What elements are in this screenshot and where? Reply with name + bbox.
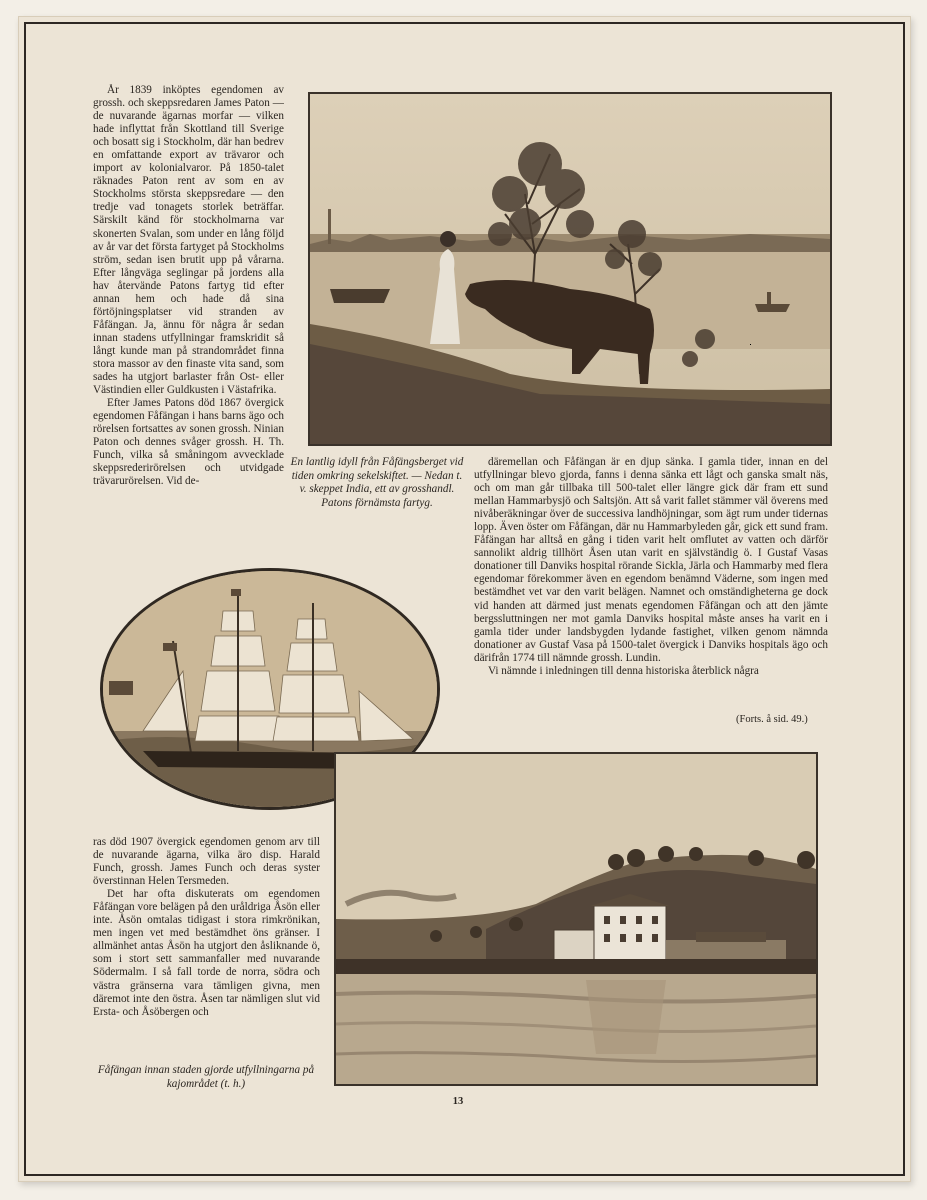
continued-note: (Forts. å sid. 49.)	[736, 714, 808, 725]
photo-fafangan-shore	[334, 752, 818, 1086]
magazine-page	[18, 16, 911, 1182]
paragraph: Efter James Patons död 1867 övergick egendomen Fåfängan i hans barns ägo och rörelsen fortsattes av sonen grossh. Ninian Paton och dennes svåger grossh. H. Th. Funch, vilka så småningom avvecklade skeppsrederirörelsen och utvidgade trävarurörelsen. Vid de-	[93, 397, 284, 488]
paragraph: År 1839 inköptes egendomen av grossh. och skeppsredaren James Paton — de nuvarande ägarnas morfar — vilken hade inflyttat från Skottland till Sverige och bosatt sig i Stockholm, där han bedrev en omfattande export av trävaror och import av kolonialvaror. På 1850-talet räknades Paton rent av som en av Stockholms största skeppsredare — den tredje vad tonagets storlek beträffar. Särskilt känd för stockholmarna var skonerten Svalan, som under en lång följd av år var det första fartyget på Stockholms ström, sedan isen brutit upp på vårarna. Efter långväga seglingar på jordens alla hav återvände Patons fartyg tid efter annan hem och hade då sina förtöjningsplatser vid stranden av Fåfängan. Ja, ännu för några år sedan innan stadens utfyllningar framskridit så långt kunde man på strandområdet finna stora massor av den finaste vita sand, som sades ha utgjort barlaster från Ost- eller Västindien eller Guldkusten i Västafrika.	[93, 84, 284, 397]
article-column-left-top	[93, 84, 284, 554]
paragraph: Vi nämnde i inledningen till denna historiska återblick några	[488, 664, 759, 677]
photo-caption-bottom: Fåfängan innan staden gjorde utfyllningarna på kajområdet (t. h.)	[97, 1064, 315, 1090]
paragraph: däremellan och Fåfängan är en djup sänka. I gamla tider, innan en del utfyllningar blevo gjorda, fanns i denna sänka ett lågt och ganska smalt näs, och om man går tillbaka till 500-talet eller längre gick där fram ett sund mellan Hammarbysjö och Saltsjön. Att så varit fallet stämmer väl överens med nivåberäkningar över de successiva landhöjningar, som ägt rum under tidernas lopp. Även öster om Fåfängan, där nu Hammarbyleden går, gick ett sund fram. Fåfängan har alltså en gång i tiden varit helt omflutet av vatten och därför sannolikt aldrig tillhört Åsen utan varit en självständig ö. I Gustaf Vasas donationer till Danviks hospital rörande Sickla, Järla och Hammarby med flera egendomar förekommer även en egendom benämnd Väderne, som ingen med bestämdhet vet var den varit belägen. Namnet och omständigheterna ge dock vid handen att därmed just menats egendomen Fåfängan och att den jämte bergssluttningen ner mot gamla Danviks hospital måste anses ha varit en i gamla tider under landsbygden lydande fastighet, vilken genom nämnda donationer av Gustaf Vasa på 1500-talet övergick i Danviks hospitals ägo och därifrån 1774 till nämnde grossh. Lundin.	[474, 456, 828, 664]
shore-photo-illustration	[336, 754, 816, 1084]
cow-photo-illustration	[310, 94, 830, 444]
page-number: 13	[452, 1096, 464, 1107]
paragraph: Det har ofta diskuterats om egendomen Fåfängan vore belägen på den uråldriga Åsön eller inte. Åsön omtalas tidigast i stora rimkrönikan, men ingen vet med bestämdhet öns gränser. I allmänhet antas Åsön ha utgjort den åsliknande ö, som i stort sett sammanfaller med nuvarande Södermalm. I så fall torde de norra, södra och västra gränserna vara tämligen givna, men däremot inte den östra. Åsen tar nämligen slut vid Ersta- och Åsöbergen och	[93, 888, 320, 1018]
article-column-left-bottom	[93, 836, 320, 1056]
article-column-right-mid	[474, 456, 828, 714]
photo-caption-top: En lantlig idyll från Fåfängsberget vid tiden omkring sekelskiftet. — Nedan t. v. skeppet India, ett av grosshandl. Patons förnämsta fartyg.	[290, 456, 464, 509]
paragraph: ras död 1907 övergick egendomen genom arv till de nuvarande ägarna, vilka äro disp. Harald Funch, grossh. James Funch och deras syster överstinnan Helen Tersmeden.	[93, 836, 320, 888]
photo-woman-with-cow	[308, 92, 832, 446]
